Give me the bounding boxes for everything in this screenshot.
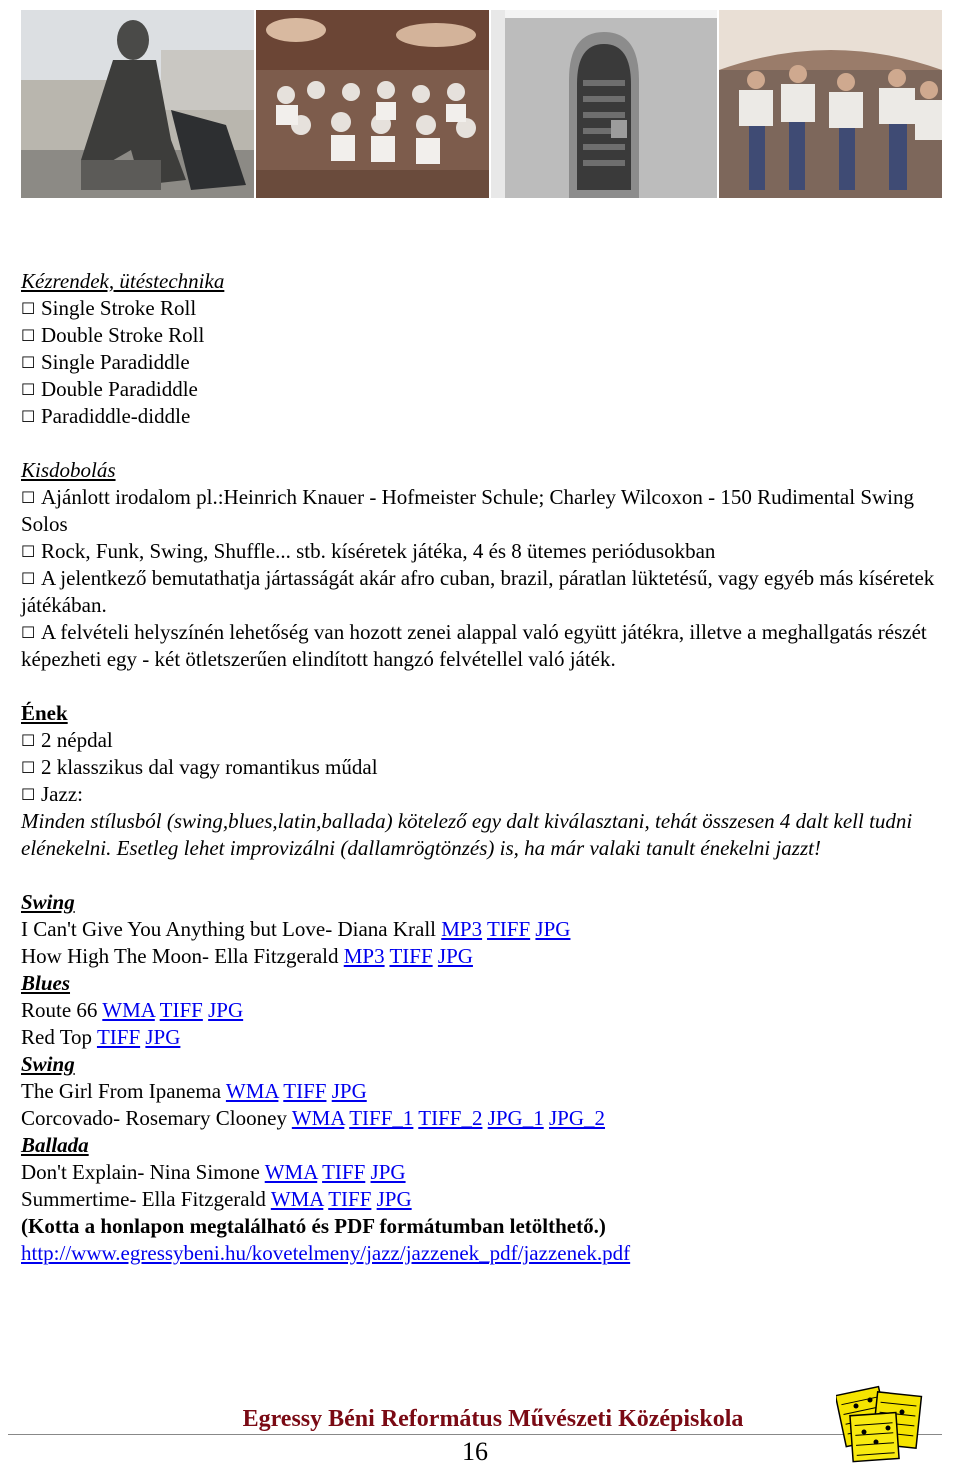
missing-glyph-box-icon: ☐ (21, 569, 36, 588)
jpg-1-link[interactable]: JPG_1 (487, 1106, 544, 1130)
tiff-link[interactable]: TIFF (283, 1079, 327, 1103)
main-content (21, 268, 951, 1267)
song-heading-blues: Blues (21, 971, 71, 995)
jpg-link[interactable]: JPG (145, 1025, 181, 1049)
jpg-link[interactable]: JPG (331, 1079, 367, 1103)
footer-divider (8, 1434, 942, 1435)
page-number: 16 (462, 1437, 488, 1466)
song-row (21, 1078, 951, 1105)
song-title: I Can't Give You Anything but Love- Diana Krall (21, 917, 436, 941)
list-item: ☐ Ajánlott irodalom pl.:Heinrich Knauer - Hofmeister Schule; Charley Wilcoxon - 150 Rudimental Swing Solos (21, 485, 915, 536)
jpg-link[interactable]: JPG (370, 1160, 406, 1184)
song-title: Route 66 (21, 998, 98, 1022)
mp3-link[interactable]: MP3 (343, 944, 385, 968)
section-title-snare: Kisdobolás (21, 458, 116, 482)
song-row (21, 1105, 951, 1132)
missing-glyph-box-icon: ☐ (21, 353, 36, 372)
sheet-music-note: (Kotta a honlapon megtalálható és PDF formátumban letölthető.) (21, 1214, 606, 1238)
song-row (21, 1186, 951, 1213)
wma-link[interactable]: WMA (270, 1187, 324, 1211)
tiff-link[interactable]: TIFF (96, 1025, 141, 1049)
missing-glyph-box-icon: ☐ (21, 623, 36, 642)
crowd-photo (719, 10, 942, 198)
song-title: Red Top (21, 1025, 93, 1049)
list-item: ☐ Double Stroke Roll (21, 323, 205, 347)
vocal-note: Minden stílusból (swing,blues,latin,ballada) kötelező egy dalt kiválasztani, tehát összesen 4 dalt kell tudni elénekelni. Esetleg lehet improvizálni (dallamrögtönzés) is, ha már valaki tanult énekelni jazzt! (21, 809, 913, 860)
song-row (21, 916, 951, 943)
song-title: Don't Explain- Nina Simone (21, 1160, 260, 1184)
sheet-music-icon (836, 1384, 932, 1464)
wma-link[interactable]: WMA (225, 1079, 279, 1103)
header-photo-strip (21, 10, 940, 198)
song-row (21, 1159, 951, 1186)
audience-photo (256, 10, 489, 198)
section-title-vocal: Ének (21, 701, 68, 725)
school-name: Egressy Béni Református Művészeti Középiskola (242, 1406, 744, 1432)
song-row (21, 997, 951, 1024)
list-item: ☐ 2 klasszikus dal vagy romantikus műdal (21, 755, 378, 779)
wma-link[interactable]: WMA (102, 998, 155, 1022)
song-title: Corcovado- Rosemary Clooney (21, 1106, 287, 1130)
missing-glyph-box-icon: ☐ (21, 758, 36, 777)
missing-glyph-box-icon: ☐ (21, 380, 36, 399)
list-item: ☐ Double Paradiddle (21, 377, 198, 401)
song-row (21, 943, 951, 970)
tiff-link[interactable]: TIFF (328, 1187, 372, 1211)
missing-glyph-box-icon: ☐ (21, 542, 36, 561)
missing-glyph-box-icon: ☐ (21, 785, 36, 804)
tiff-link[interactable]: TIFF (486, 917, 531, 941)
statue-photo (21, 10, 254, 198)
song-heading-swing: Swing (21, 890, 75, 914)
missing-glyph-box-icon: ☐ (21, 731, 36, 750)
song-title: The Girl From Ipanema (21, 1079, 222, 1103)
jpg-link[interactable]: JPG (535, 917, 571, 941)
wma-link[interactable]: WMA (291, 1106, 345, 1130)
list-item: ☐ Single Paradiddle (21, 350, 190, 374)
song-title: Summertime- Ella Fitzgerald (21, 1187, 266, 1211)
tiff-1-link[interactable]: TIFF_1 (349, 1106, 414, 1130)
list-item: ☐ 2 népdal (21, 728, 113, 752)
list-item: ☐ Paradiddle-diddle (21, 404, 191, 428)
list-item: ☐ A felvételi helyszínén lehetőség van hozott zenei alappal való együtt játékra, illetve a meghallgatás részét képezheti egy - két ötletszerűen elindított hangzó felvétellel való játék. (21, 620, 927, 671)
list-item: ☐ Single Stroke Roll (21, 296, 197, 320)
tiff-link[interactable]: TIFF (159, 998, 203, 1022)
tiff-2-link[interactable]: TIFF_2 (418, 1106, 483, 1130)
tiff-link[interactable]: TIFF (322, 1160, 366, 1184)
section-title-hand-technique: Kézrendek, ütéstechnika (21, 269, 225, 293)
song-title: How High The Moon- Ella Fitzgerald (21, 944, 339, 968)
jpg-link[interactable]: JPG (208, 998, 244, 1022)
wma-link[interactable]: WMA (264, 1160, 318, 1184)
missing-glyph-box-icon: ☐ (21, 299, 36, 318)
window-photo (491, 10, 717, 198)
missing-glyph-box-icon: ☐ (21, 326, 36, 345)
tiff-link[interactable]: TIFF (389, 944, 433, 968)
song-heading-swing: Swing (21, 1052, 75, 1076)
song-row (21, 1024, 951, 1051)
mp3-link[interactable]: MP3 (441, 917, 483, 941)
pdf-download-link[interactable]: http://www.egressybeni.hu/kovetelmeny/jazz/jazzenek_pdf/jazzenek.pdf (21, 1241, 631, 1265)
list-item: ☐ Jazz: (21, 782, 83, 806)
jpg-2-link[interactable]: JPG_2 (548, 1106, 606, 1130)
list-item: ☐ Rock, Funk, Swing, Shuffle... stb. kíséretek játéka, 4 és 8 ütemes periódusokban (21, 539, 716, 563)
list-item: ☐ A jelentkező bemutathatja jártasságát akár afro cuban, brazil, páratlan lüktetésű, vagy egyéb más kíséretek játékában. (21, 566, 935, 617)
missing-glyph-box-icon: ☐ (21, 407, 36, 426)
song-heading-ballad: Ballada (21, 1133, 89, 1157)
jpg-link[interactable]: JPG (376, 1187, 412, 1211)
missing-glyph-box-icon: ☐ (21, 488, 36, 507)
jpg-link[interactable]: JPG (437, 944, 473, 968)
